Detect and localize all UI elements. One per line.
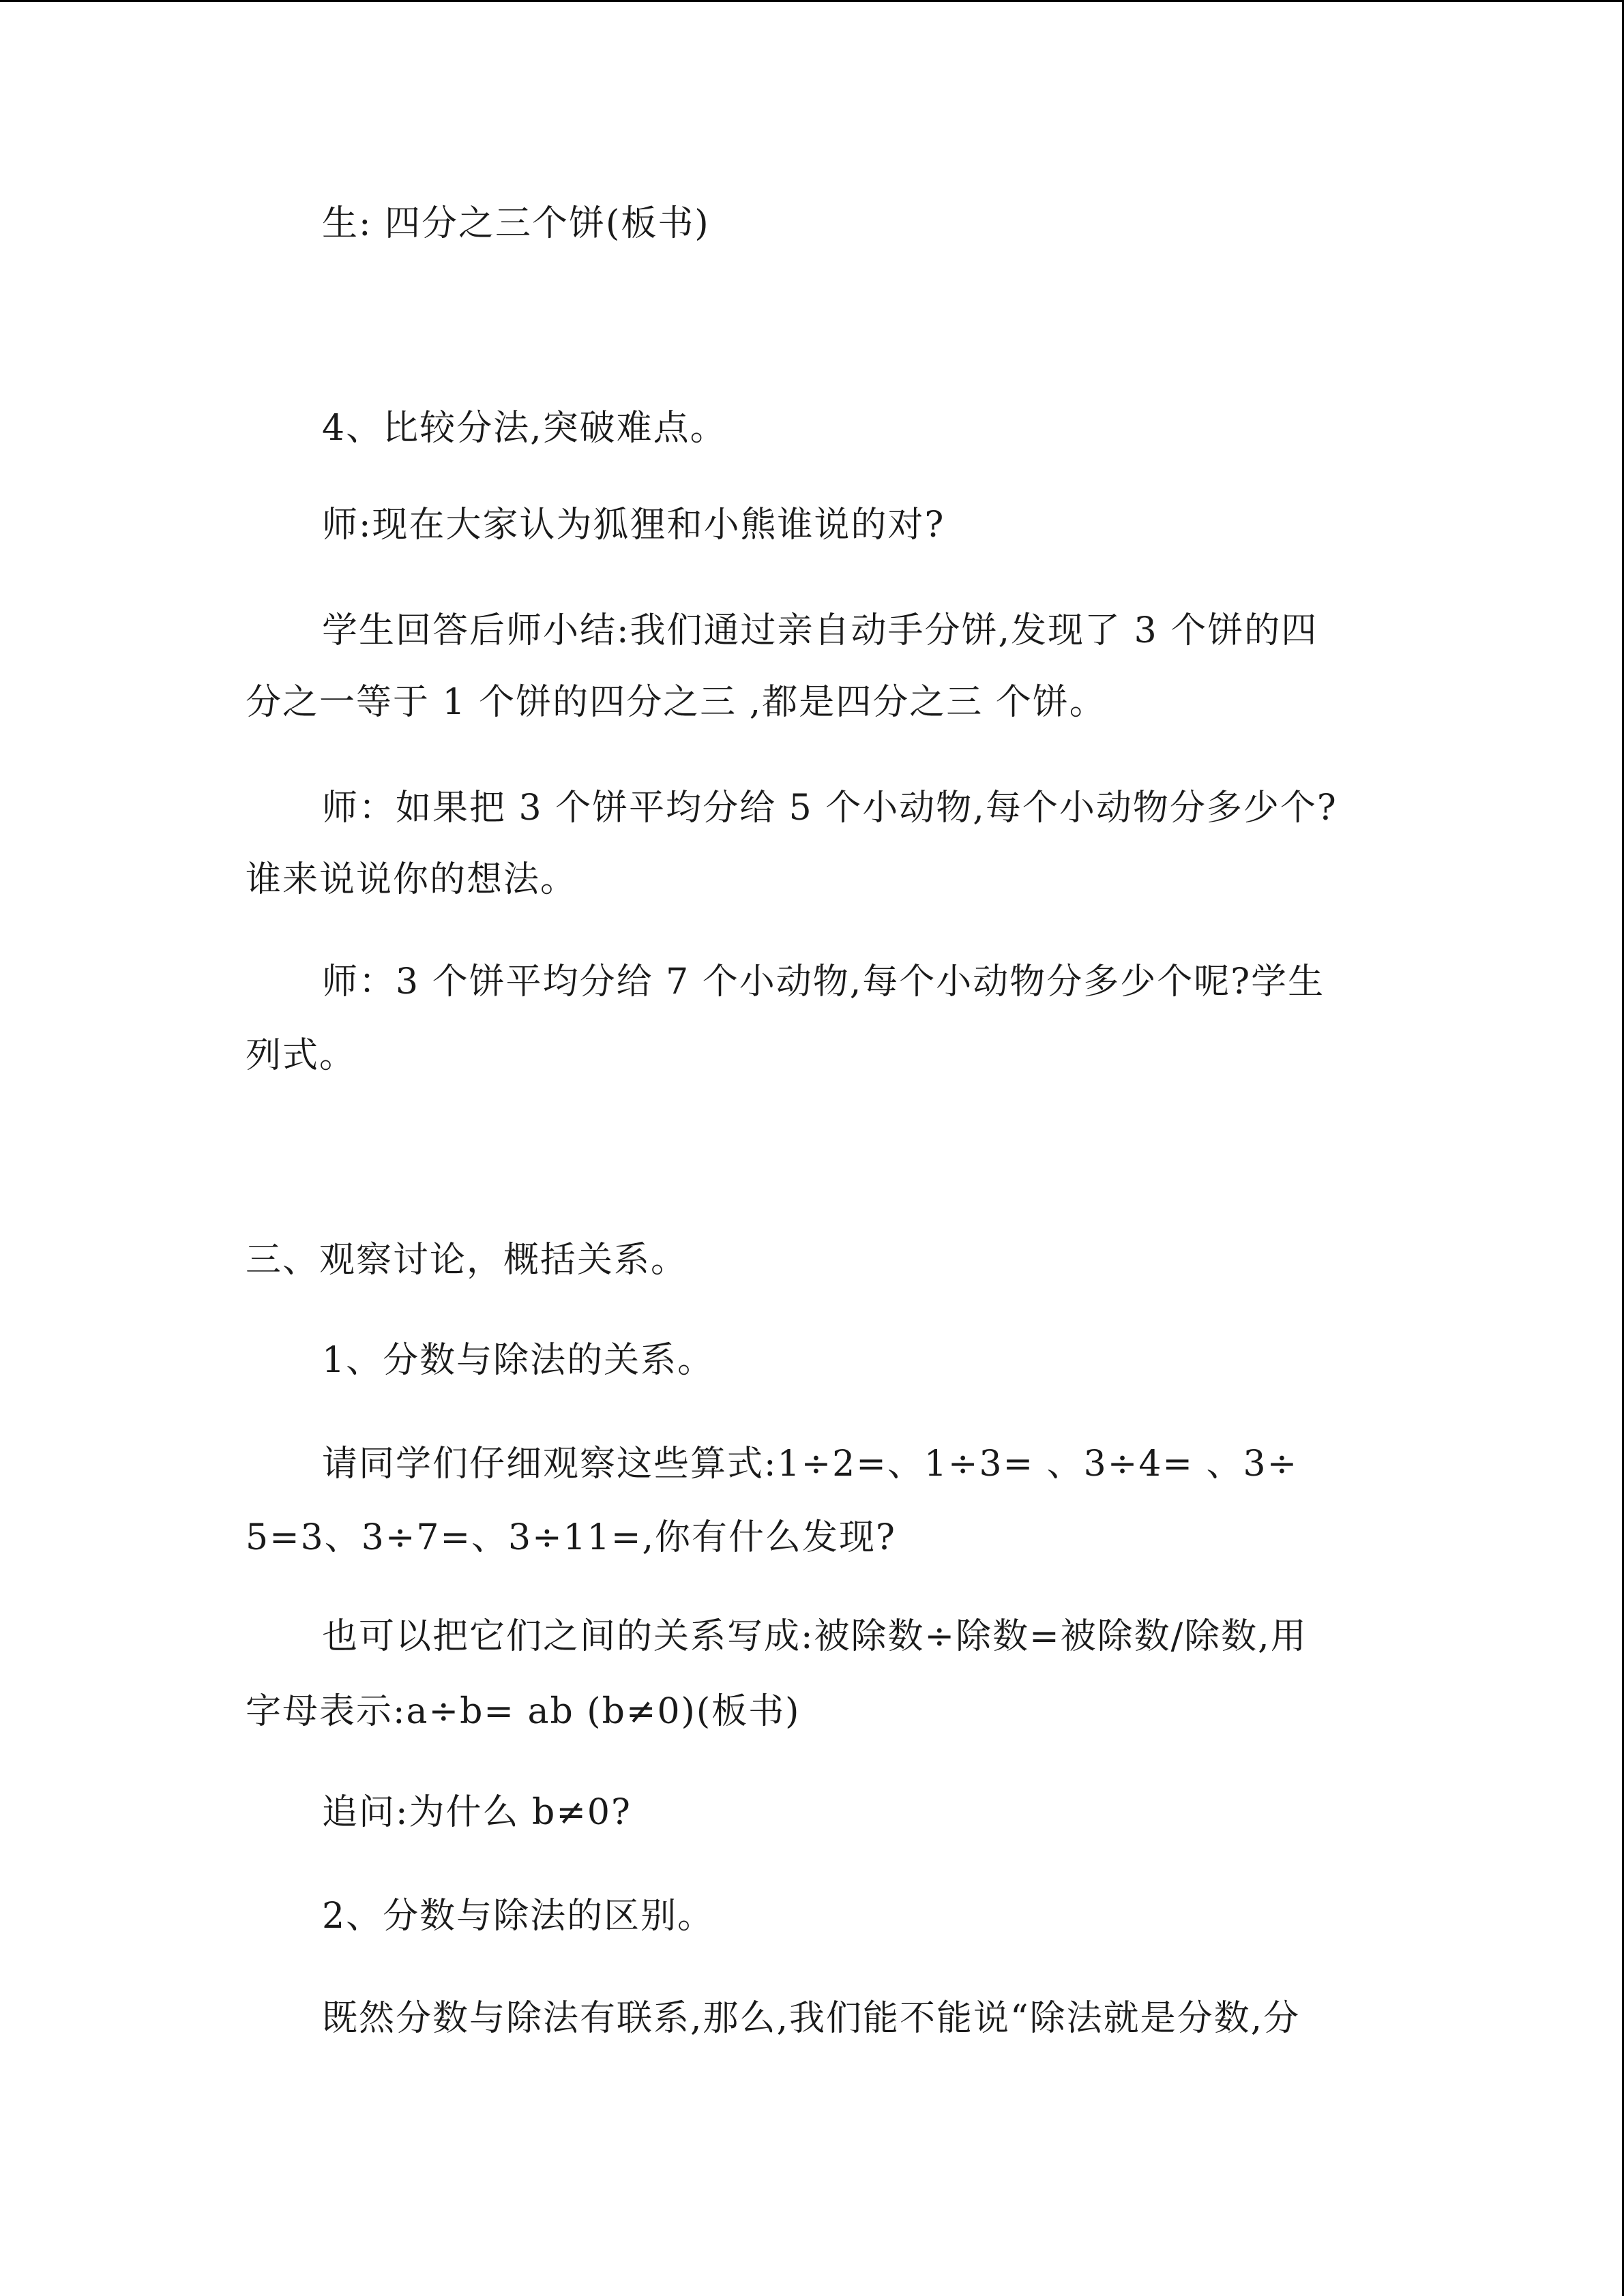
text-line-6: 师：如果把 3 个饼平均分给 5 个小动物,每个小动物分多少个? bbox=[322, 788, 1338, 829]
text-line-7: 谁来说说你的想法。 bbox=[246, 859, 578, 900]
text-line-15: 字母表示:a÷b= ab (b≠0)(板书) bbox=[246, 1691, 801, 1732]
text-line-5: 分之一等于 1 个饼的四分之三 ,都是四分之三 个饼。 bbox=[246, 682, 1106, 723]
text-line-2: 4、比较分法,突破难点。 bbox=[322, 408, 727, 449]
text-line-1: 生: 四分之三个饼(板书) bbox=[322, 203, 710, 244]
text-line-4: 学生回答后师小结:我们通过亲自动手分饼,发现了 3 个饼的四 bbox=[322, 610, 1318, 651]
text-line-18: 既然分数与除法有联系,那么,我们能不能说“除法就是分数,分 bbox=[322, 1998, 1301, 2039]
text-line-17: 2、分数与除法的区别。 bbox=[322, 1896, 715, 1937]
section-heading: 三、观察讨论，概括关系。 bbox=[246, 1240, 688, 1281]
page-top-border bbox=[0, 0, 1624, 2]
text-line-13: 5=3、3÷7=、3÷11=,你有什么发现? bbox=[246, 1517, 896, 1558]
text-line-9: 列式。 bbox=[246, 1035, 357, 1076]
text-line-12: 请同学们仔细观察这些算式:1÷2=、1÷3= 、3÷4= 、3÷ bbox=[322, 1444, 1299, 1485]
text-line-16: 追问:为什么 b≠0? bbox=[322, 1792, 632, 1833]
text-line-3: 师:现在大家认为狐狸和小熊谁说的对? bbox=[322, 505, 945, 546]
text-line-8: 师：3 个饼平均分给 7 个小动物,每个小动物分多少个呢?学生 bbox=[322, 961, 1325, 1002]
text-line-14: 也可以把它们之间的关系写成:被除数÷除数=被除数/除数,用 bbox=[322, 1616, 1308, 1657]
text-line-11: 1、分数与除法的关系。 bbox=[322, 1340, 715, 1381]
